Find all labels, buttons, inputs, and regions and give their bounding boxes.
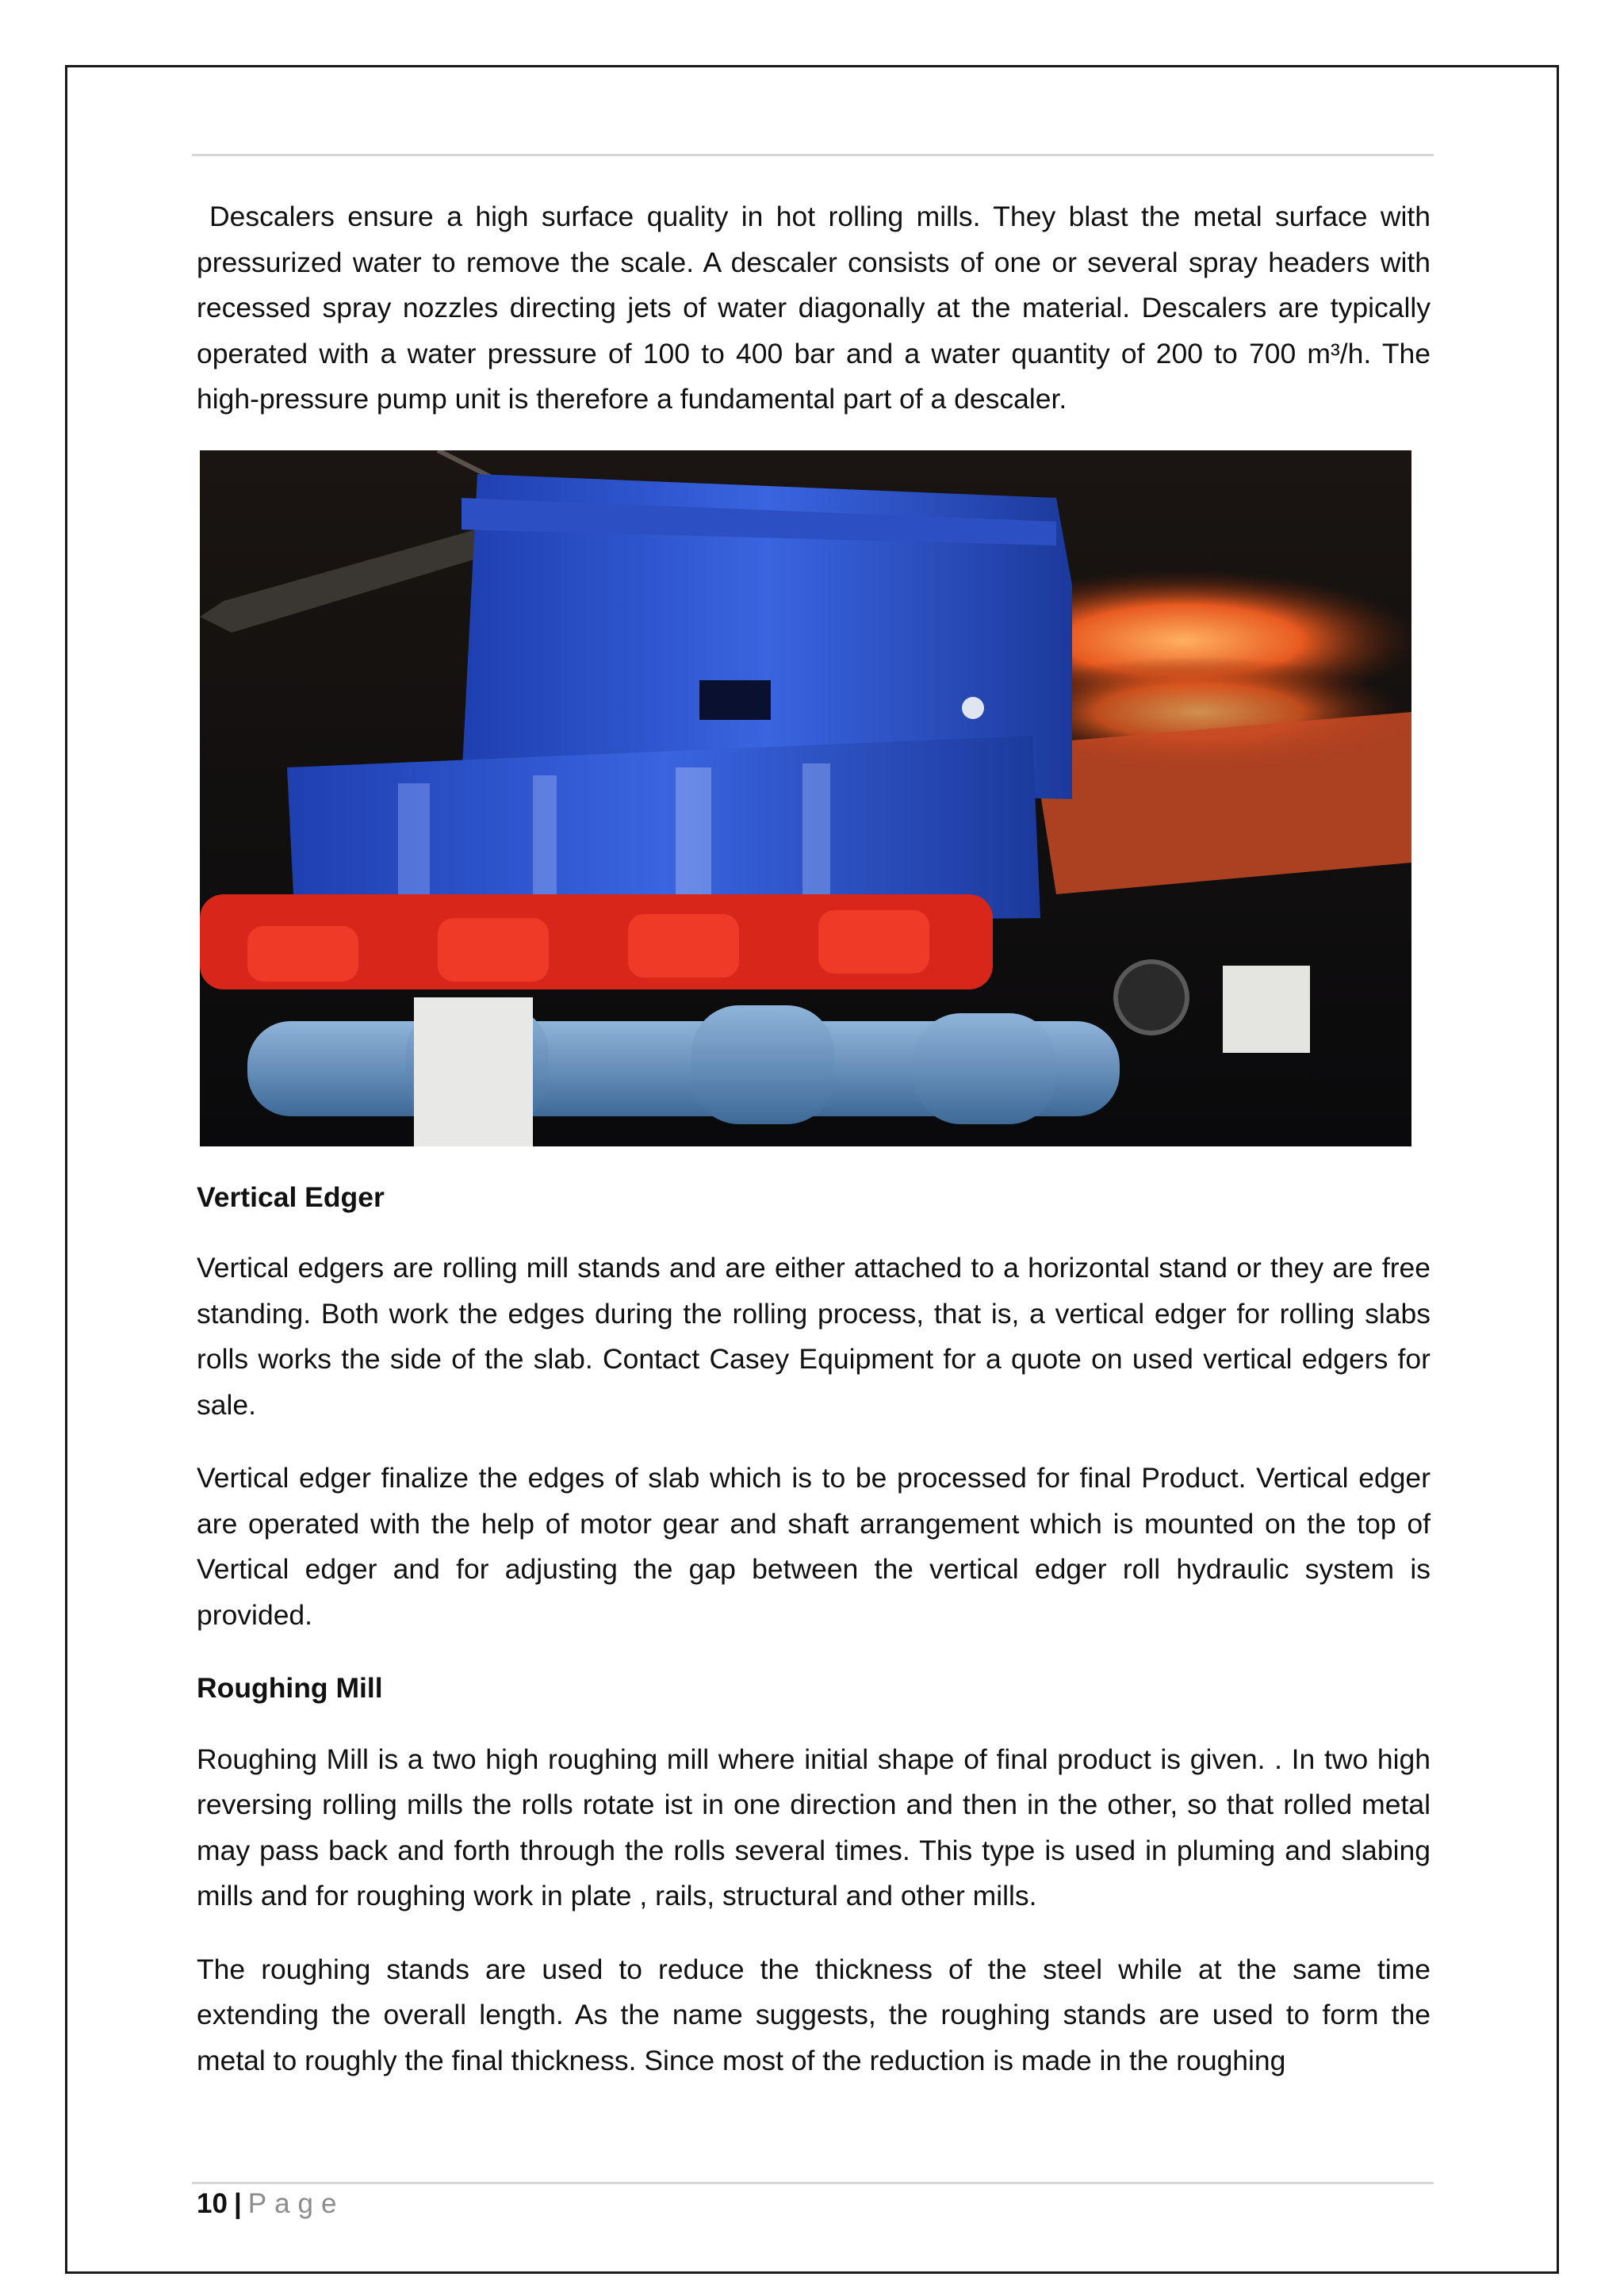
header-rule bbox=[192, 154, 1434, 156]
vertical-edger-paragraph-1: Vertical edgers are rolling mill stands and are either attached to a horizontal stand or they are free standing. Both work the edges during the rolling process, that is, a vertical edger for rolling slabs rolls works the side of the slab. Contact Casey Equipment for a quote on used vertical edgers for sale. bbox=[197, 1252, 1431, 1421]
heading-roughing-mill: Roughing Mill bbox=[197, 1672, 383, 1704]
page-content bbox=[197, 194, 1431, 2111]
page-number: 10 bbox=[197, 2188, 228, 2219]
footer-rule bbox=[192, 2182, 1434, 2184]
roughing-mill-paragraph-1: Roughing Mill is a two high roughing mill where initial shape of final product is given. . In two high reversing rolling mills the rolls rotate ist in one direction and then in the other, so that rolled metal may pass back and forth through the rolls several times. This type is used in pluming and slabing mills and for roughing work in plate , rails, structural and other mills. bbox=[197, 1743, 1431, 1911]
descaler-paragraph: Descalers ensure a high surface quality in hot rolling mills. They blast the metal surface with pressurized water to remove the scale. A descaler consists of one or several spray headers with recessed spray nozzles directing jets of water diagonally at the material. Descalers are typically operated with a water pressure of 100 to 400 bar and a water quantity of 200 to 700 m³/h. The high-pressure pump unit is therefore a fundamental part of a descaler. bbox=[197, 201, 1431, 415]
page-footer bbox=[197, 2188, 344, 2220]
page-label: Page bbox=[247, 2188, 345, 2219]
roughing-mill-paragraph-2: The roughing stands are used to reduce the thickness of the steel while at the same time extending the overall length. As the name suggests, the roughing stands are used to form the metal to roughly the final thickness. Since most of the reduction is made in the roughing bbox=[197, 1953, 1431, 2076]
descaler-machine-image bbox=[200, 450, 1411, 1146]
vertical-edger-paragraph-2: Vertical edger finalize the edges of slab which is to be processed for final Product. Vertical edger are operated with the help of motor gear and shaft arrangement which is mounted on the top of Vertical edger and for adjusting the gap between the vertical edger roll hydraulic system is provided. bbox=[197, 1462, 1431, 1631]
heading-vertical-edger: Vertical Edger bbox=[197, 1181, 385, 1213]
footer-separator: | bbox=[233, 2188, 242, 2219]
descaler-photo bbox=[200, 450, 1411, 1146]
